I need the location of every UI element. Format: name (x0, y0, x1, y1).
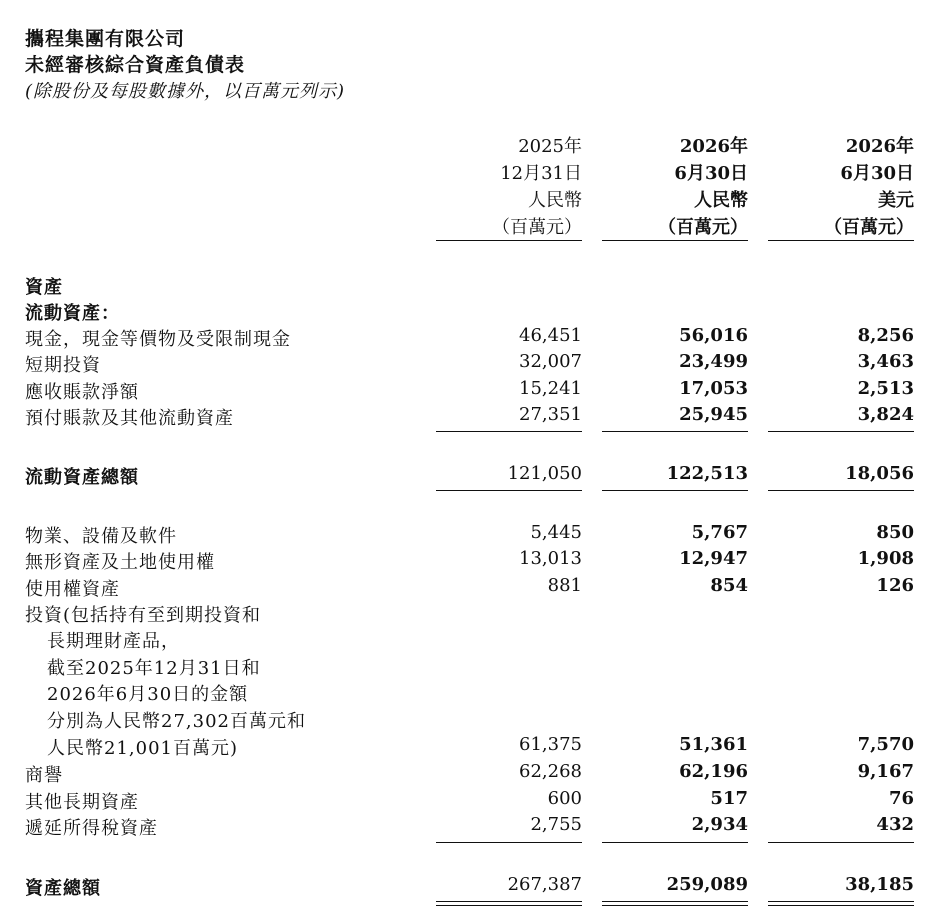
cell-rou-2026-usd: 126 (876, 575, 914, 596)
subtotal-rule (602, 431, 748, 432)
cell-property-2026-rmb: 5,767 (691, 522, 748, 543)
cell-short-term-2026-rmb: 23,499 (679, 351, 748, 372)
cell-cash-2026-usd: 8,256 (857, 325, 914, 346)
column-header-year: 2025年 (518, 136, 582, 157)
header-underline (768, 240, 914, 241)
column-header-2025-rmb (432, 133, 582, 241)
row-label-total-assets: 資產總額 (25, 878, 101, 899)
cell-deferred-tax-2026-rmb: 2,934 (691, 814, 748, 835)
row-label-investments-cont: 截至2025年12月31日和 (47, 658, 261, 679)
cell-cash-2026-rmb: 56,016 (679, 325, 748, 346)
cell-rou-2026-rmb: 854 (710, 575, 748, 596)
column-header-year: 2026年 (845, 136, 914, 157)
cell-short-term-2025: 32,007 (519, 351, 582, 372)
column-header-date: 6月30日 (674, 163, 748, 184)
column-header-date: 6月30日 (840, 163, 914, 184)
cell-total-current-2025: 121,050 (507, 463, 582, 484)
total-rule (768, 490, 914, 491)
row-label-investments-cont: 2026年6月30日的金額 (47, 684, 249, 705)
cell-total-assets-2026-usd: 38,185 (845, 874, 914, 895)
column-header-year: 2026年 (679, 136, 748, 157)
cell-intangible-2025: 13,013 (519, 548, 582, 569)
statement-note: (除股份及每股數據外，以百萬元列示) (25, 81, 346, 102)
cell-property-2026-usd: 850 (876, 522, 914, 543)
row-label-investments-cont: 人民幣21,001百萬元) (47, 738, 239, 759)
row-label-prepayments: 預付賬款及其他流動資產 (25, 408, 234, 429)
cell-deferred-tax-2026-usd: 432 (876, 814, 914, 835)
cell-total-assets-2025: 267,387 (507, 874, 582, 895)
cell-goodwill-2026-rmb: 62,196 (679, 761, 748, 782)
subtotal-rule (768, 842, 914, 843)
total-rule (436, 490, 582, 491)
subtotal-rule (436, 431, 582, 432)
double-rule-bottom (602, 905, 748, 906)
cell-total-current-2026-rmb: 122,513 (666, 463, 748, 484)
company-name: 攜程集團有限公司 (25, 28, 186, 50)
column-header-2026-rmb (598, 133, 748, 241)
subtotal-rule (436, 842, 582, 843)
column-header-currency: 人民幣 (528, 190, 582, 211)
row-label-property: 物業、設備及軟件 (25, 526, 177, 547)
column-header-unit: （百萬元） (824, 217, 914, 238)
column-header-unit: （百萬元） (658, 217, 748, 238)
statement-title: 未經審核綜合資產負債表 (25, 54, 246, 76)
cell-deferred-tax-2025: 2,755 (530, 814, 582, 835)
cell-prepayments-2026-usd: 3,824 (857, 404, 914, 425)
row-label-investments-cont: 長期理財產品， (47, 631, 180, 652)
row-label-receivables: 應收賬款淨額 (25, 382, 139, 403)
section-current-assets: 流動資產： (25, 303, 120, 324)
cell-total-assets-2026-rmb: 259,089 (666, 874, 748, 895)
row-label-other-long: 其他長期資產 (25, 792, 139, 813)
cell-property-2025: 5,445 (530, 522, 582, 543)
column-header-currency: 美元 (878, 190, 914, 211)
cell-rou-2025: 881 (547, 575, 582, 596)
cell-investments-2026-rmb: 51,361 (679, 734, 748, 755)
column-header-date: 12月31日 (500, 163, 582, 184)
row-label-intangible: 無形資產及土地使用權 (25, 552, 215, 573)
cell-goodwill-2026-usd: 9,167 (857, 761, 914, 782)
double-rule-top (436, 901, 582, 902)
subtotal-rule (768, 431, 914, 432)
double-rule-bottom (436, 905, 582, 906)
row-label-cash: 現金，現金等價物及受限制現金 (25, 329, 291, 350)
cell-prepayments-2026-rmb: 25,945 (679, 404, 748, 425)
column-header-currency: 人民幣 (694, 190, 748, 211)
cell-other-long-2025: 600 (547, 788, 582, 809)
cell-cash-2025: 46,451 (519, 325, 582, 346)
cell-goodwill-2025: 62,268 (519, 761, 582, 782)
row-label-investments: 投資(包括持有至到期投資和 (25, 605, 262, 626)
double-rule-top (602, 901, 748, 902)
section-assets: 資產 (25, 277, 63, 298)
cell-intangible-2026-rmb: 12,947 (679, 548, 748, 569)
cell-receivables-2025: 15,241 (519, 378, 582, 399)
row-label-total-current: 流動資產總額 (25, 467, 139, 488)
header-underline (436, 240, 582, 241)
cell-short-term-2026-usd: 3,463 (857, 351, 914, 372)
row-label-investments-cont: 分別為人民幣27,302百萬元和 (47, 711, 306, 732)
cell-prepayments-2025: 27,351 (519, 404, 582, 425)
row-label-goodwill: 商譽 (25, 765, 63, 786)
cell-total-current-2026-usd: 18,056 (845, 463, 914, 484)
subtotal-rule (602, 842, 748, 843)
row-label-short-term: 短期投資 (25, 355, 101, 376)
row-label-deferred-tax: 遞延所得稅資產 (25, 818, 158, 839)
total-rule (602, 490, 748, 491)
cell-receivables-2026-rmb: 17,053 (679, 378, 748, 399)
double-rule-bottom (768, 905, 914, 906)
cell-investments-2025: 61,375 (519, 734, 582, 755)
cell-receivables-2026-usd: 2,513 (857, 378, 914, 399)
column-header-unit: （百萬元） (492, 217, 582, 238)
cell-intangible-2026-usd: 1,908 (857, 548, 914, 569)
header-underline (602, 240, 748, 241)
column-header-2026-usd (764, 133, 914, 241)
cell-other-long-2026-rmb: 517 (710, 788, 748, 809)
row-label-rou: 使用權資產 (25, 579, 120, 600)
cell-other-long-2026-usd: 76 (888, 788, 914, 809)
cell-investments-2026-usd: 7,570 (857, 734, 914, 755)
double-rule-top (768, 901, 914, 902)
